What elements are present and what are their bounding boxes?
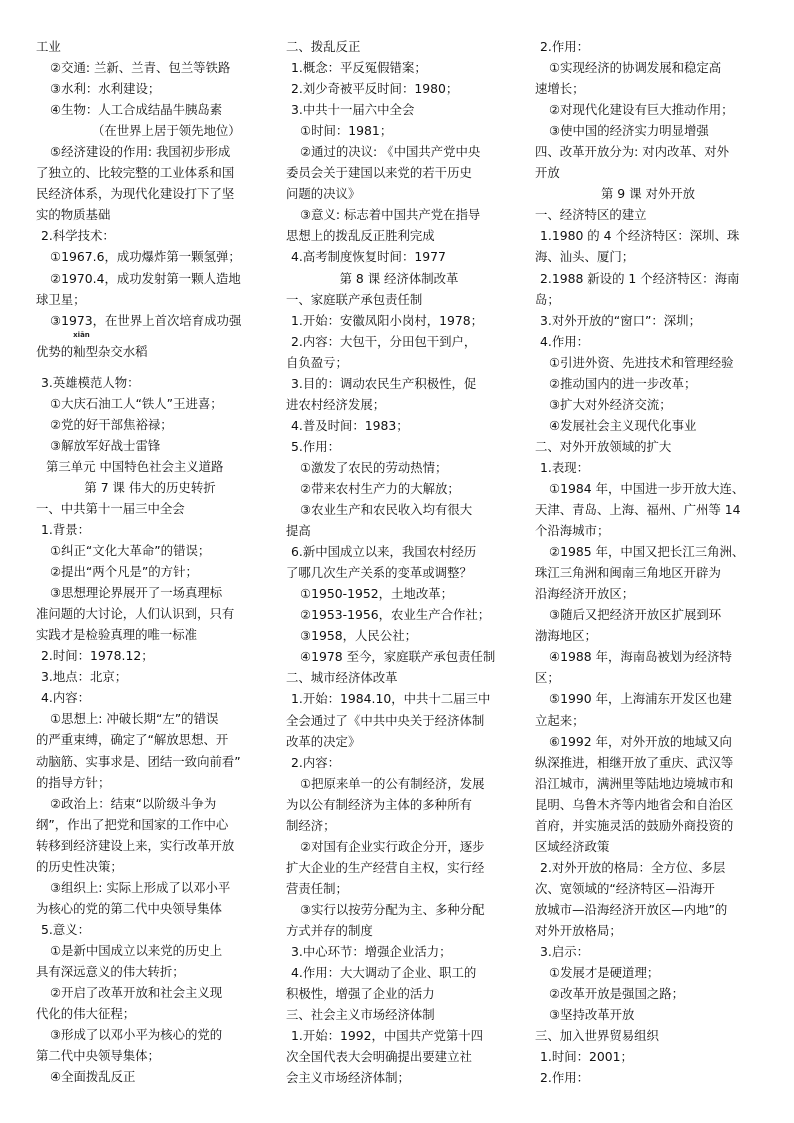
text-line: 委员会关于建国以来党的若干历史	[286, 165, 472, 181]
text-line: 昆明、乌鲁木齐等内地省会和自治区	[535, 796, 734, 812]
text-line: 积极性，增强了企业的活力	[286, 986, 435, 1002]
text-line: ②提出“两个凡是”的方针；	[50, 564, 198, 580]
text-line: ③形成了以邓小平为核心的党的	[50, 1027, 223, 1043]
text-line: 的历史性决策；	[36, 858, 123, 874]
text-column-3	[535, 36, 761, 1088]
text-line: 全会通过了《中共中央关于经济体制	[286, 712, 485, 728]
text-line: ⑤1990 年，上海浦东开发区也建	[549, 691, 732, 707]
text-line: 的严重束缚，确定了“解放思想、开	[36, 732, 229, 748]
text-line: ④1978 至今，家庭联产承包责任制	[300, 649, 496, 665]
text-line: 立起来；	[535, 712, 585, 728]
text-line: 进农村经济发展；	[286, 396, 386, 412]
text-line: 为以公有制经济为主体的多种所有	[286, 796, 472, 812]
text-line: ③农业生产和农民收入均有很大	[300, 502, 473, 518]
text-line: 思想上的拨乱反正胜利完成	[286, 228, 435, 244]
text-line: 三、社会主义市场经济体制	[286, 1007, 435, 1023]
text-line: 4.普及时间：1983；	[291, 417, 409, 433]
text-line: 的指导方针；	[36, 774, 111, 790]
text-line: 3.启示：	[540, 944, 589, 960]
text-line: ②1970.4，成功发射第一颗人造地	[50, 270, 241, 286]
text-line: 第 9 课 对外开放	[600, 186, 696, 202]
text-line: ③坚持改革开放	[549, 1007, 635, 1023]
text-line: ②改革开放是强国之路；	[549, 986, 685, 1002]
text-line: ②开启了改革开放和社会主义现	[50, 985, 223, 1001]
text-line: 2.对外开放的格局：全方位、多层	[540, 859, 726, 875]
text-line: 了独立的、比较完整的工业体系和国	[36, 165, 235, 181]
text-line: 1.开始：1992，中国共产党第十四	[291, 1028, 484, 1044]
text-line: 准问题的大讨论，人们认识到，只有	[36, 606, 235, 622]
text-line: 2.内容：	[291, 754, 340, 770]
text-line: ①是新中国成立以来党的历史上	[50, 942, 223, 958]
text-line: ②1953-1956，农业生产合作社；	[300, 607, 491, 623]
text-line: ③水利：水利建设；	[50, 81, 161, 97]
text-line: 动脑筋、实事求是、团结一致向前看”	[36, 753, 241, 769]
text-line: 为核心的党的第二代中央领导集体	[36, 900, 222, 916]
text-line: 珠江三角洲和闽南三角地区开辟为	[535, 565, 721, 581]
text-line: ②党的好干部焦裕禄；	[50, 416, 173, 432]
text-line: ①1950-1952，土地改革；	[300, 586, 453, 602]
text-line: 二、城市经济体改革	[286, 670, 398, 686]
text-line: 二、对外开放领域的扩大	[535, 438, 672, 454]
text-line: ③随后又把经济开放区扩展到环	[549, 607, 722, 623]
text-line: ②推动国内的进一步改革；	[549, 375, 697, 391]
text-line: 提高	[286, 523, 311, 539]
text-line: 3.对外开放的“窗口”：深圳；	[540, 312, 701, 328]
text-line: 纲”，作出了把党和国家的工作中心	[36, 816, 229, 832]
text-line: 了哪几次生产关系的变革或调整？	[286, 565, 472, 581]
text-line: 4.作用：	[540, 333, 589, 349]
text-line: ⑥1992 年，对外开放的地域又向	[549, 733, 732, 749]
text-line: 球卫星；	[36, 291, 86, 307]
text-line: ①1984 年，中国进一步开放大连、	[549, 480, 745, 496]
text-line: 扩大企业的生产经营自主权，实行经	[286, 859, 485, 875]
text-line: 三、加入世界贸易组织	[535, 1028, 659, 1044]
text-line: 纵深推进，相继开放了重庆、武汉等	[535, 754, 734, 770]
text-line: ①1967.6，成功爆炸第一颗氢弹；	[50, 249, 241, 265]
text-line: ①时间：1981；	[300, 123, 393, 139]
text-line: ②1985 年，中国又把长江三角洲、	[549, 544, 745, 560]
text-line: 民经济体系，为现代化建设打下了坚	[36, 186, 235, 202]
text-line: ①引进外资、先进技术和管理经验	[549, 354, 734, 370]
text-line: 二、拨乱反正	[286, 39, 361, 54]
text-line: ③实行以按劳分配为主、多种分配	[300, 901, 485, 917]
text-line: 改革的决定》	[286, 733, 361, 749]
text-line: 渤海地区；	[535, 628, 597, 644]
text-line: 2.刘少奇被平反时间：1980；	[291, 81, 459, 97]
text-line: 1.时间：2001；	[540, 1049, 633, 1065]
text-line: 1.开始：安徽凤阳小岗村，1978；	[291, 312, 484, 328]
text-line: 对外开放格局；	[535, 922, 622, 938]
text-line: ③使中国的经济实力明显增强	[549, 123, 709, 139]
text-line: ③扩大对外经济交流；	[549, 396, 672, 412]
text-line: 区；	[535, 670, 560, 686]
text-line: ③思想理论界展开了一场真理标	[50, 585, 223, 601]
text-line: 工业	[36, 39, 61, 54]
text-line: ①激发了农民的劳动热情；	[300, 459, 448, 475]
text-line: 6.新中国成立以来，我国农村经历	[291, 544, 477, 560]
text-line: 具有深远意义的伟大转折；	[36, 963, 185, 979]
text-line: 一、中共第十一届三中全会	[36, 500, 185, 516]
text-line: ②对国有企业实行政企分开，逐步	[300, 838, 485, 854]
text-line: ①大庆石油工人“铁人”王进喜；	[50, 395, 223, 411]
text-line: 第 7 课 伟大的历史转折	[84, 479, 216, 495]
ruby-after: 型杂交水稻	[85, 343, 148, 359]
text-line: 4.高考制度恢复时间：1977	[291, 249, 446, 265]
text-line: 开放	[535, 165, 560, 181]
text-line: 第 8 课 经济体制改革	[339, 270, 459, 286]
text-line: ②对现代化建设有巨大推动作用；	[549, 102, 734, 118]
text-column-1	[36, 36, 264, 1087]
text-line: 天津、青岛、上海、福州、广州等 14	[535, 502, 741, 518]
text-line: ③意义: 标志着中国共产党在指导	[300, 207, 481, 223]
text-line: 1.概念：平反冤假错案；	[291, 60, 427, 76]
text-line: 制经济；	[286, 817, 336, 833]
text-line: ②交通: 兰新、兰青、包兰等铁路	[50, 60, 231, 76]
text-line: ④生物：人工合成结晶牛胰岛素	[50, 102, 223, 118]
text-line: 一、家庭联产承包责任制	[286, 291, 423, 307]
text-line	[36, 331, 264, 372]
text-line: ②政治上：结束“以阶级斗争为	[50, 795, 217, 811]
text-column-2	[286, 36, 512, 1088]
text-line: ②带来农村生产力的大解放；	[300, 480, 460, 496]
text-line: 个沿海城市；	[535, 523, 610, 539]
text-line: 1.1980 的 4 个经济特区：深圳、珠	[540, 228, 740, 244]
text-line: ③1958，人民公社；	[300, 628, 417, 644]
ruby-base: 籼	[73, 343, 86, 359]
text-line: 会主义市场经济体制；	[286, 1070, 410, 1086]
text-line: 沿海经济开放区；	[535, 586, 635, 602]
text-line: 2.作用：	[540, 39, 589, 54]
text-line: ①发展才是硬道理；	[549, 965, 660, 981]
text-line: 方式并存的制度	[286, 922, 373, 938]
text-line: 实的物质基础	[36, 207, 111, 223]
text-line: 首府，并实施灵活的鼓励外商投资的	[535, 817, 734, 833]
text-line: 实践才是检验真理的唯一标准	[36, 627, 198, 643]
text-line: 第二代中央领导集体；	[36, 1048, 160, 1064]
text-line: 1.表现：	[540, 459, 589, 475]
text-line: ①实现经济的协调发展和稳定高	[549, 60, 722, 76]
text-line: 营责任制；	[286, 880, 348, 896]
text-line: ①纠正“文化大革命”的错误；	[50, 543, 211, 559]
text-line: ④全面拨乱反正	[50, 1069, 136, 1085]
text-line: ④发展社会主义现代化事业	[549, 417, 697, 433]
text-line: 次全国代表大会明确提出要建立社	[286, 1049, 472, 1065]
text-line: 代化的伟大征程；	[36, 1006, 136, 1022]
ruby-before: 优势的	[36, 343, 74, 359]
text-line: 岛；	[535, 291, 560, 307]
text-line: ①把原来单一的公有制经济，发展	[300, 775, 485, 791]
text-line: ①思想上: 冲破长期“左”的错误	[50, 711, 219, 727]
text-line: ③解放军好战士雷锋	[50, 437, 161, 453]
text-line: 3.英雄模范人物：	[41, 374, 140, 390]
text-line: 3.中共十一届六中全会	[291, 102, 415, 118]
text-line: 2.时间：1978.12；	[41, 648, 154, 664]
text-line: 转移到经济建设上来，实行改革开放	[36, 837, 235, 853]
text-line: ⑤经济建设的作用: 我国初步形成	[50, 144, 231, 160]
text-line: 3.目的：调动农民生产积极性，促	[291, 375, 477, 391]
text-line: ④1988 年，海南岛被划为经济特	[549, 649, 732, 665]
text-line: 3.地点：北京；	[41, 669, 128, 685]
text-line: 2.1988 新设的 1 个经济特区：海南	[540, 270, 740, 286]
text-line: 2.内容：大包干，分田包干到户，	[291, 333, 477, 349]
text-line: 4.作用：大大调动了企业、职工的	[291, 965, 477, 981]
text-line: 第三单元 中国特色社会主义道路	[46, 458, 224, 474]
ruby-annotated-char	[73, 330, 90, 362]
text-line: 一、经济特区的建立	[535, 207, 647, 223]
text-line: ③组织上: 实际上形成了以邓小平	[50, 879, 231, 895]
text-line: 海、汕头、厦门；	[535, 249, 635, 265]
text-line: 5.作用：	[291, 438, 340, 454]
text-line: 5.意义：	[41, 921, 90, 937]
text-line: 放城市—沿海经济开放区—内地”的	[535, 901, 728, 917]
text-line: ②通过的决议: 《中国共产党中央	[300, 144, 481, 160]
text-line: 速增长；	[535, 81, 585, 97]
text-line: 2.作用：	[540, 1070, 589, 1086]
text-line: 1.背景：	[41, 521, 90, 537]
text-line: 沿江城市，满洲里等陆地边境城市和	[535, 775, 734, 791]
text-line: 四、改革开放分为: 对内改革、对外	[535, 144, 729, 160]
text-line: 自负盈亏；	[286, 354, 348, 370]
text-line: 3.中心环节：增强企业活力；	[291, 944, 452, 960]
pinyin-annotation: xiān	[73, 330, 90, 339]
text-line: 次、宽领域的“经济特区—沿海开	[535, 880, 715, 896]
text-line: 区域经济政策	[535, 838, 610, 854]
text-line: 问题的决议》	[286, 186, 361, 202]
text-line: 4.内容：	[41, 690, 90, 706]
text-line: 2.科学技术：	[41, 228, 115, 244]
text-line: 1.开始：1984.10，中共十二届三中	[291, 691, 491, 707]
text-line: ③1973，在世界上首次培育成功强	[50, 312, 242, 328]
text-line: （在世界上居于领先地位）	[92, 123, 241, 139]
